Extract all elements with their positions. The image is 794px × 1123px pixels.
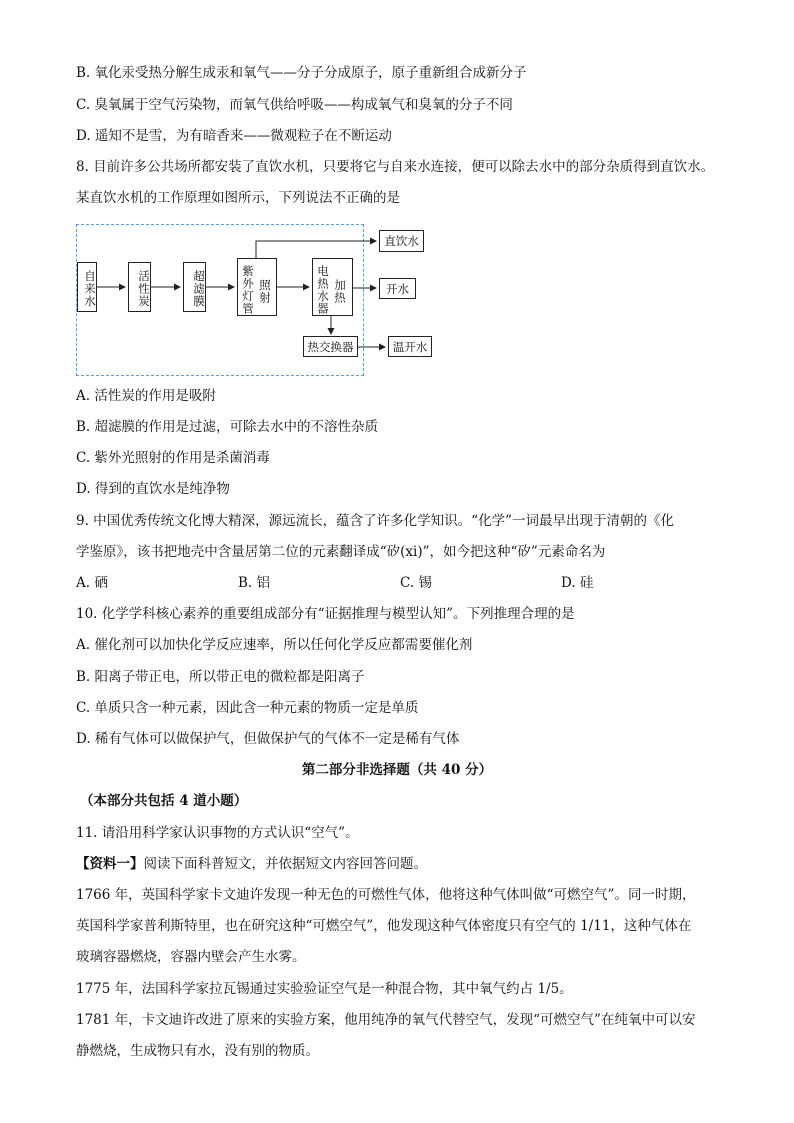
q11-paragraph1-line1: 1766 年，英国科学家卡文迪许发现一种无色的可燃性气体，他将这种气体叫做“可燃空气”。同一时期， [76, 887, 696, 903]
q10-option-a: A. 催化剂可以加快化学反应速率，所以任何化学反应都需要催化剂 [76, 637, 473, 653]
uv-lamp-label: 紫外灯管 [241, 265, 255, 315]
q11-paragraph2: 1775 年，法国科学家拉瓦锡通过实验验证空气是一种混合物，其中氧气约占 1/5。 [76, 981, 573, 997]
uv-irradiation-label: 照射 [258, 278, 272, 304]
q10-option-c: C. 单质只含一种元素，因此含一种元素的物质一定是单质 [76, 700, 419, 716]
q7-option-d: D. 遥知不是雪，为有暗香来——微观粒子在不断运动 [76, 128, 392, 144]
box-tap-water: 自来水 [77, 262, 97, 312]
q10-option-d: D. 稀有气体可以做保护气，但做保护气的气体不一定是稀有气体 [76, 731, 460, 747]
q8-option-b: B. 超滤膜的作用是过滤，可除去水中的不溶性杂质 [76, 419, 379, 435]
box-heat-exchanger: 热交换器 [303, 336, 358, 357]
box-electric-heater [312, 258, 353, 316]
box-warm-water: 温开水 [388, 336, 432, 357]
q10-stem: 10. 化学学科核心素养的重要组成部分有“证据推理与模型认知”。下列推理合理的是 [76, 606, 575, 622]
part2-subtitle: （本部分共包括 4 道小题） [80, 793, 248, 809]
q7-option-b: B. 氧化汞受热分解生成汞和氧气——分子分成原子，原子重新组合成新分子 [76, 65, 527, 81]
q9-stem-line2: 学鉴原》，该书把地壳中含量居第二位的元素翻译成“矽(xi)”，如今把这种“矽”元素命名为 [76, 544, 606, 560]
q9-option-c: C. 锡 [400, 575, 432, 591]
q8-stem-line1: 8. 目前许多公共场所都安装了直饮水机，只要将它与自来水连接，便可以除去水中的部分杂质得到直饮水。 [76, 159, 715, 175]
q11-material-line [76, 855, 427, 873]
part2-title: 第二部分非选择题（共 40 分） [301, 762, 493, 778]
q9-option-d: D. 硅 [561, 575, 594, 591]
q7-option-c: C. 臭氧属于空气污染物，而氧气供给呼吸——构成氧气和臭氧的分子不同 [76, 97, 513, 113]
q9-stem-line1: 9. 中国优秀传统文化博大精深，源远流长，蕴含了许多化学知识。“化学”一词最早出现于清朝的《化 [76, 513, 674, 529]
box-boiled-water: 开水 [379, 278, 416, 299]
heating-label: 加热 [333, 278, 347, 304]
q11-stem: 11. 请沿用科学家认识事物的方式认识“空气”。 [76, 825, 359, 841]
box-direct-drinking-water: 直饮水 [379, 230, 424, 252]
q8-option-d: D. 得到的直饮水是纯净物 [76, 481, 230, 497]
q9-option-b: B. 铝 [238, 575, 271, 591]
box-ultrafiltration: 超滤膜 [183, 262, 206, 312]
q8-option-a: A. 活性炭的作用是吸附 [76, 388, 216, 404]
q11-paragraph3-line2: 静燃烧，生成物只有水，没有别的物质。 [76, 1043, 319, 1059]
q11-paragraph3-line1: 1781 年，卡文迪许改进了原来的实验方案，他用纯净的氧气代替空气，发现“可燃空气”在纯氧中可以安 [76, 1012, 696, 1028]
box-activated-carbon: 活性炭 [128, 262, 151, 312]
box-uv-lamp [237, 258, 277, 316]
material-tag: 【资料一】 [76, 856, 144, 872]
heater-label: 电热水器 [316, 265, 330, 315]
q10-option-b: B. 阳离子带正电，所以带正电的微粒都是阳离子 [76, 669, 365, 685]
q11-paragraph1-line3: 玻璃容器燃烧，容器内壁会产生水雾。 [76, 949, 306, 965]
arrow-uv-to-direct [256, 241, 376, 258]
q8-stem-line2: 某直饮水机的工作原理如图所示，下列说法不正确的是 [76, 190, 400, 206]
q11-paragraph1-line2: 英国科学家普利斯特里，也在研究这种“可燃空气”，他发现这种气体密度只有空气的 1/11，这种气体在 [76, 918, 692, 934]
material-intro: 阅读下面科普短文，并依据短文内容回答问题。 [143, 856, 427, 872]
q8-option-c: C. 紫外光照射的作用是杀菌消毒 [76, 450, 270, 466]
q9-option-a: A. 硒 [76, 575, 108, 591]
